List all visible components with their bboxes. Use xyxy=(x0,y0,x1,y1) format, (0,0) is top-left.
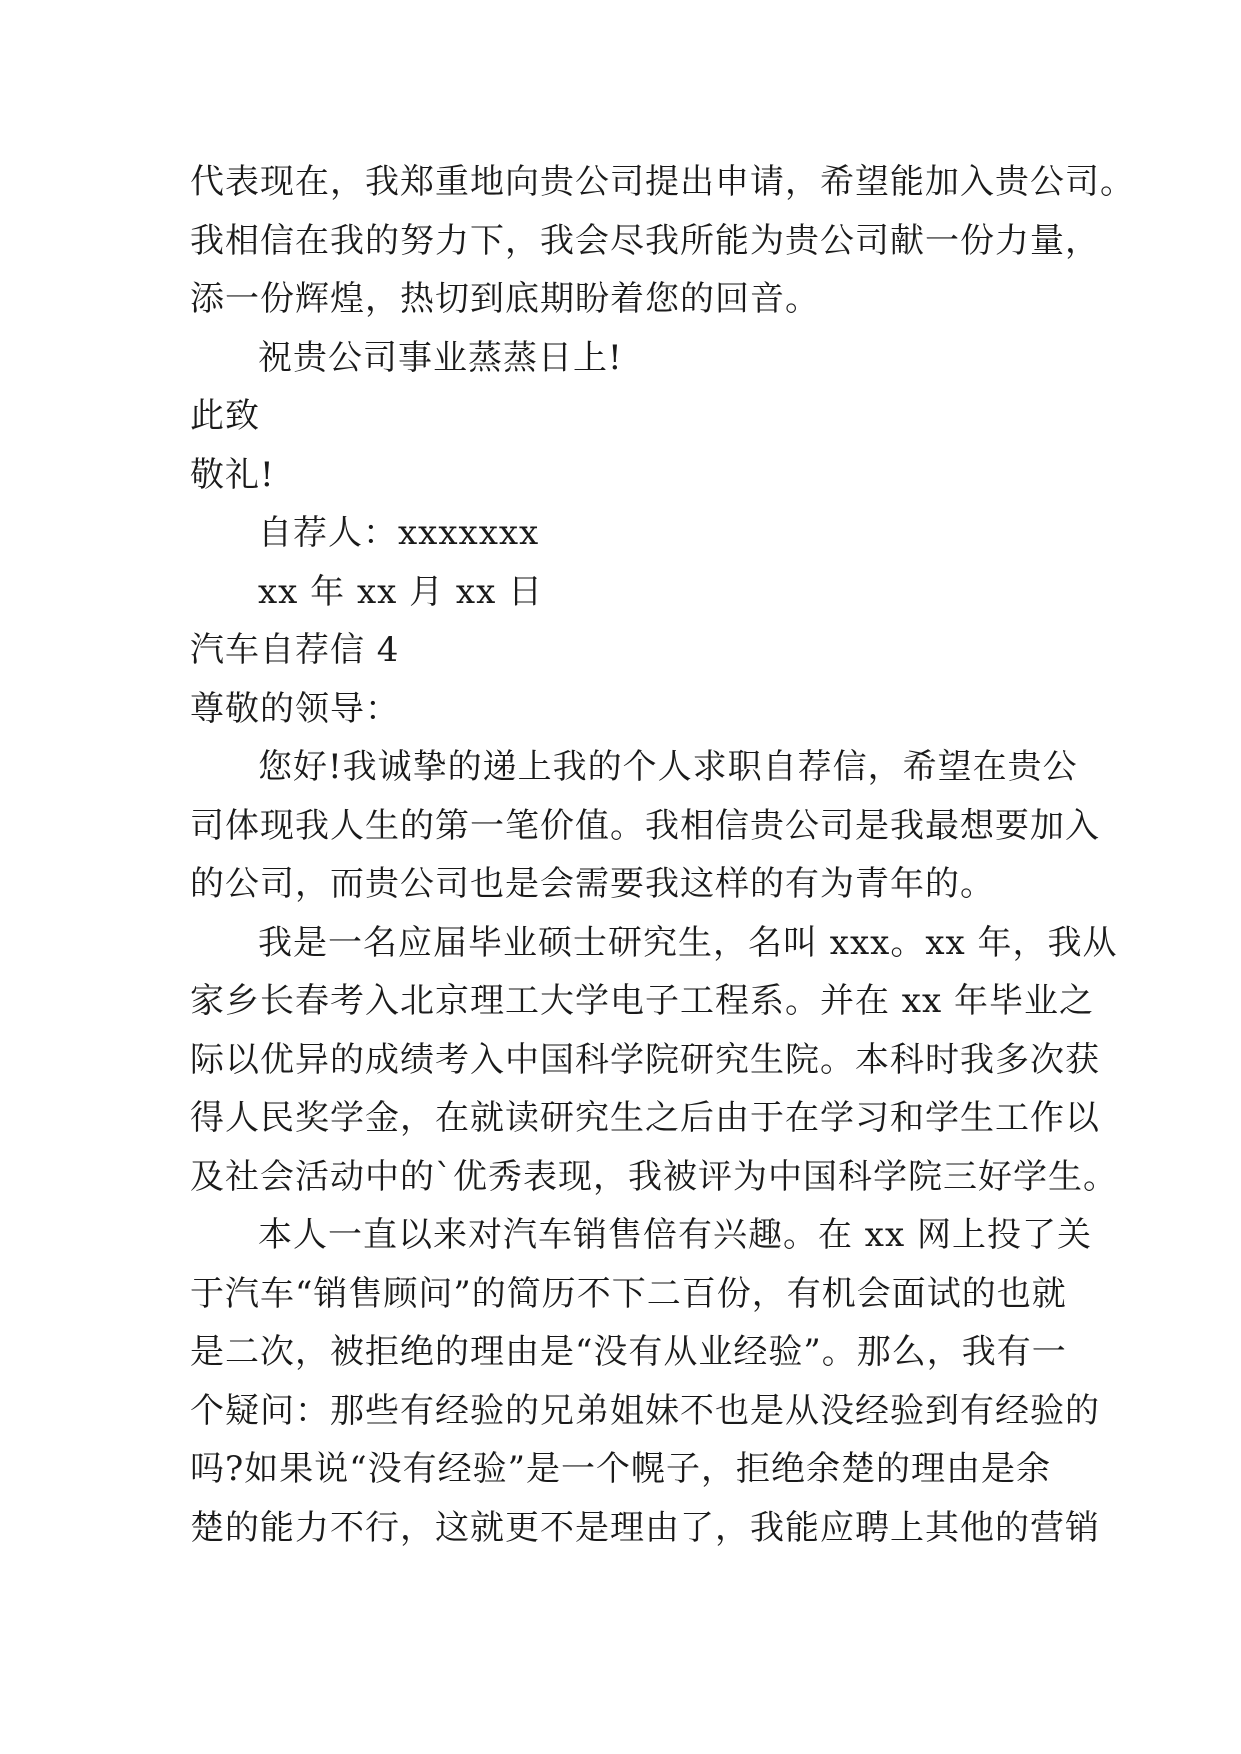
date-line: xx 年 xx 月 xx 日 xyxy=(258,571,544,612)
text-line: 得人民奖学金，在就读研究生之后由于在学习和学生工作以 xyxy=(190,1098,1100,1138)
text-line: 是二次，被拒绝的理由是“没有从业经验”。那么，我有一 xyxy=(190,1332,1067,1372)
text-line: 我是一名应届毕业硕士研究生，名叫 xxx。xx 年，我从 xyxy=(258,922,1118,963)
text-line: 际以优异的成绩考入中国科学院研究生院。本科时我多次获 xyxy=(190,1039,1100,1080)
text-line: 代表现在，我郑重地向贵公司提出申请，希望能加入贵公司。 xyxy=(190,162,1135,202)
signature-line: 自荐人：xxxxxxx xyxy=(258,513,540,553)
letter-body xyxy=(190,153,1135,1557)
greeting-line: 尊敬的领导： xyxy=(190,688,400,729)
text-line: 吗?如果说“没有经验”是一个幌子，拒绝余楚的理由是余 xyxy=(190,1449,1051,1489)
text-line: 添一份辉煌，热切到底期盼着您的回音。 xyxy=(190,279,820,319)
closing-wish: 祝贵公司事业蒸蒸日上! xyxy=(258,337,623,378)
text-line: 个疑问：那些有经验的兄弟姐妹不也是从没经验到有经验的 xyxy=(190,1390,1100,1431)
text-line: 本人一直以来对汽车销售倍有兴趣。在 xx 网上投了关 xyxy=(258,1215,1092,1255)
text-line: 您好!我诚挚的递上我的个人求职自荐信，希望在贵公 xyxy=(258,747,1078,787)
section-title: 汽车自荐信 4 xyxy=(190,630,400,670)
text-line: 司体现我人生的第一笔价值。我相信贵公司是我最想要加入 xyxy=(190,805,1100,846)
text-line: 楚的能力不行，这就更不是理由了，我能应聘上其他的营销 xyxy=(190,1507,1100,1548)
text-line: 家乡长春考入北京理工大学电子工程系。并在 xx 年毕业之 xyxy=(190,981,1094,1021)
text-line: 及社会活动中的`优秀表现，我被评为中国科学院三好学生。 xyxy=(190,1156,1118,1197)
salutation-closing: 此致 xyxy=(190,396,260,436)
text-line: 于汽车“销售顾问”的简历不下二百份，有机会面试的也就 xyxy=(190,1273,1067,1314)
salutation-respect: 敬礼! xyxy=(190,454,275,495)
text-line: 的公司，而贵公司也是会需要我这样的有为青年的。 xyxy=(190,864,995,904)
text-line: 我相信在我的努力下，我会尽我所能为贵公司献一份力量， xyxy=(190,220,1100,261)
